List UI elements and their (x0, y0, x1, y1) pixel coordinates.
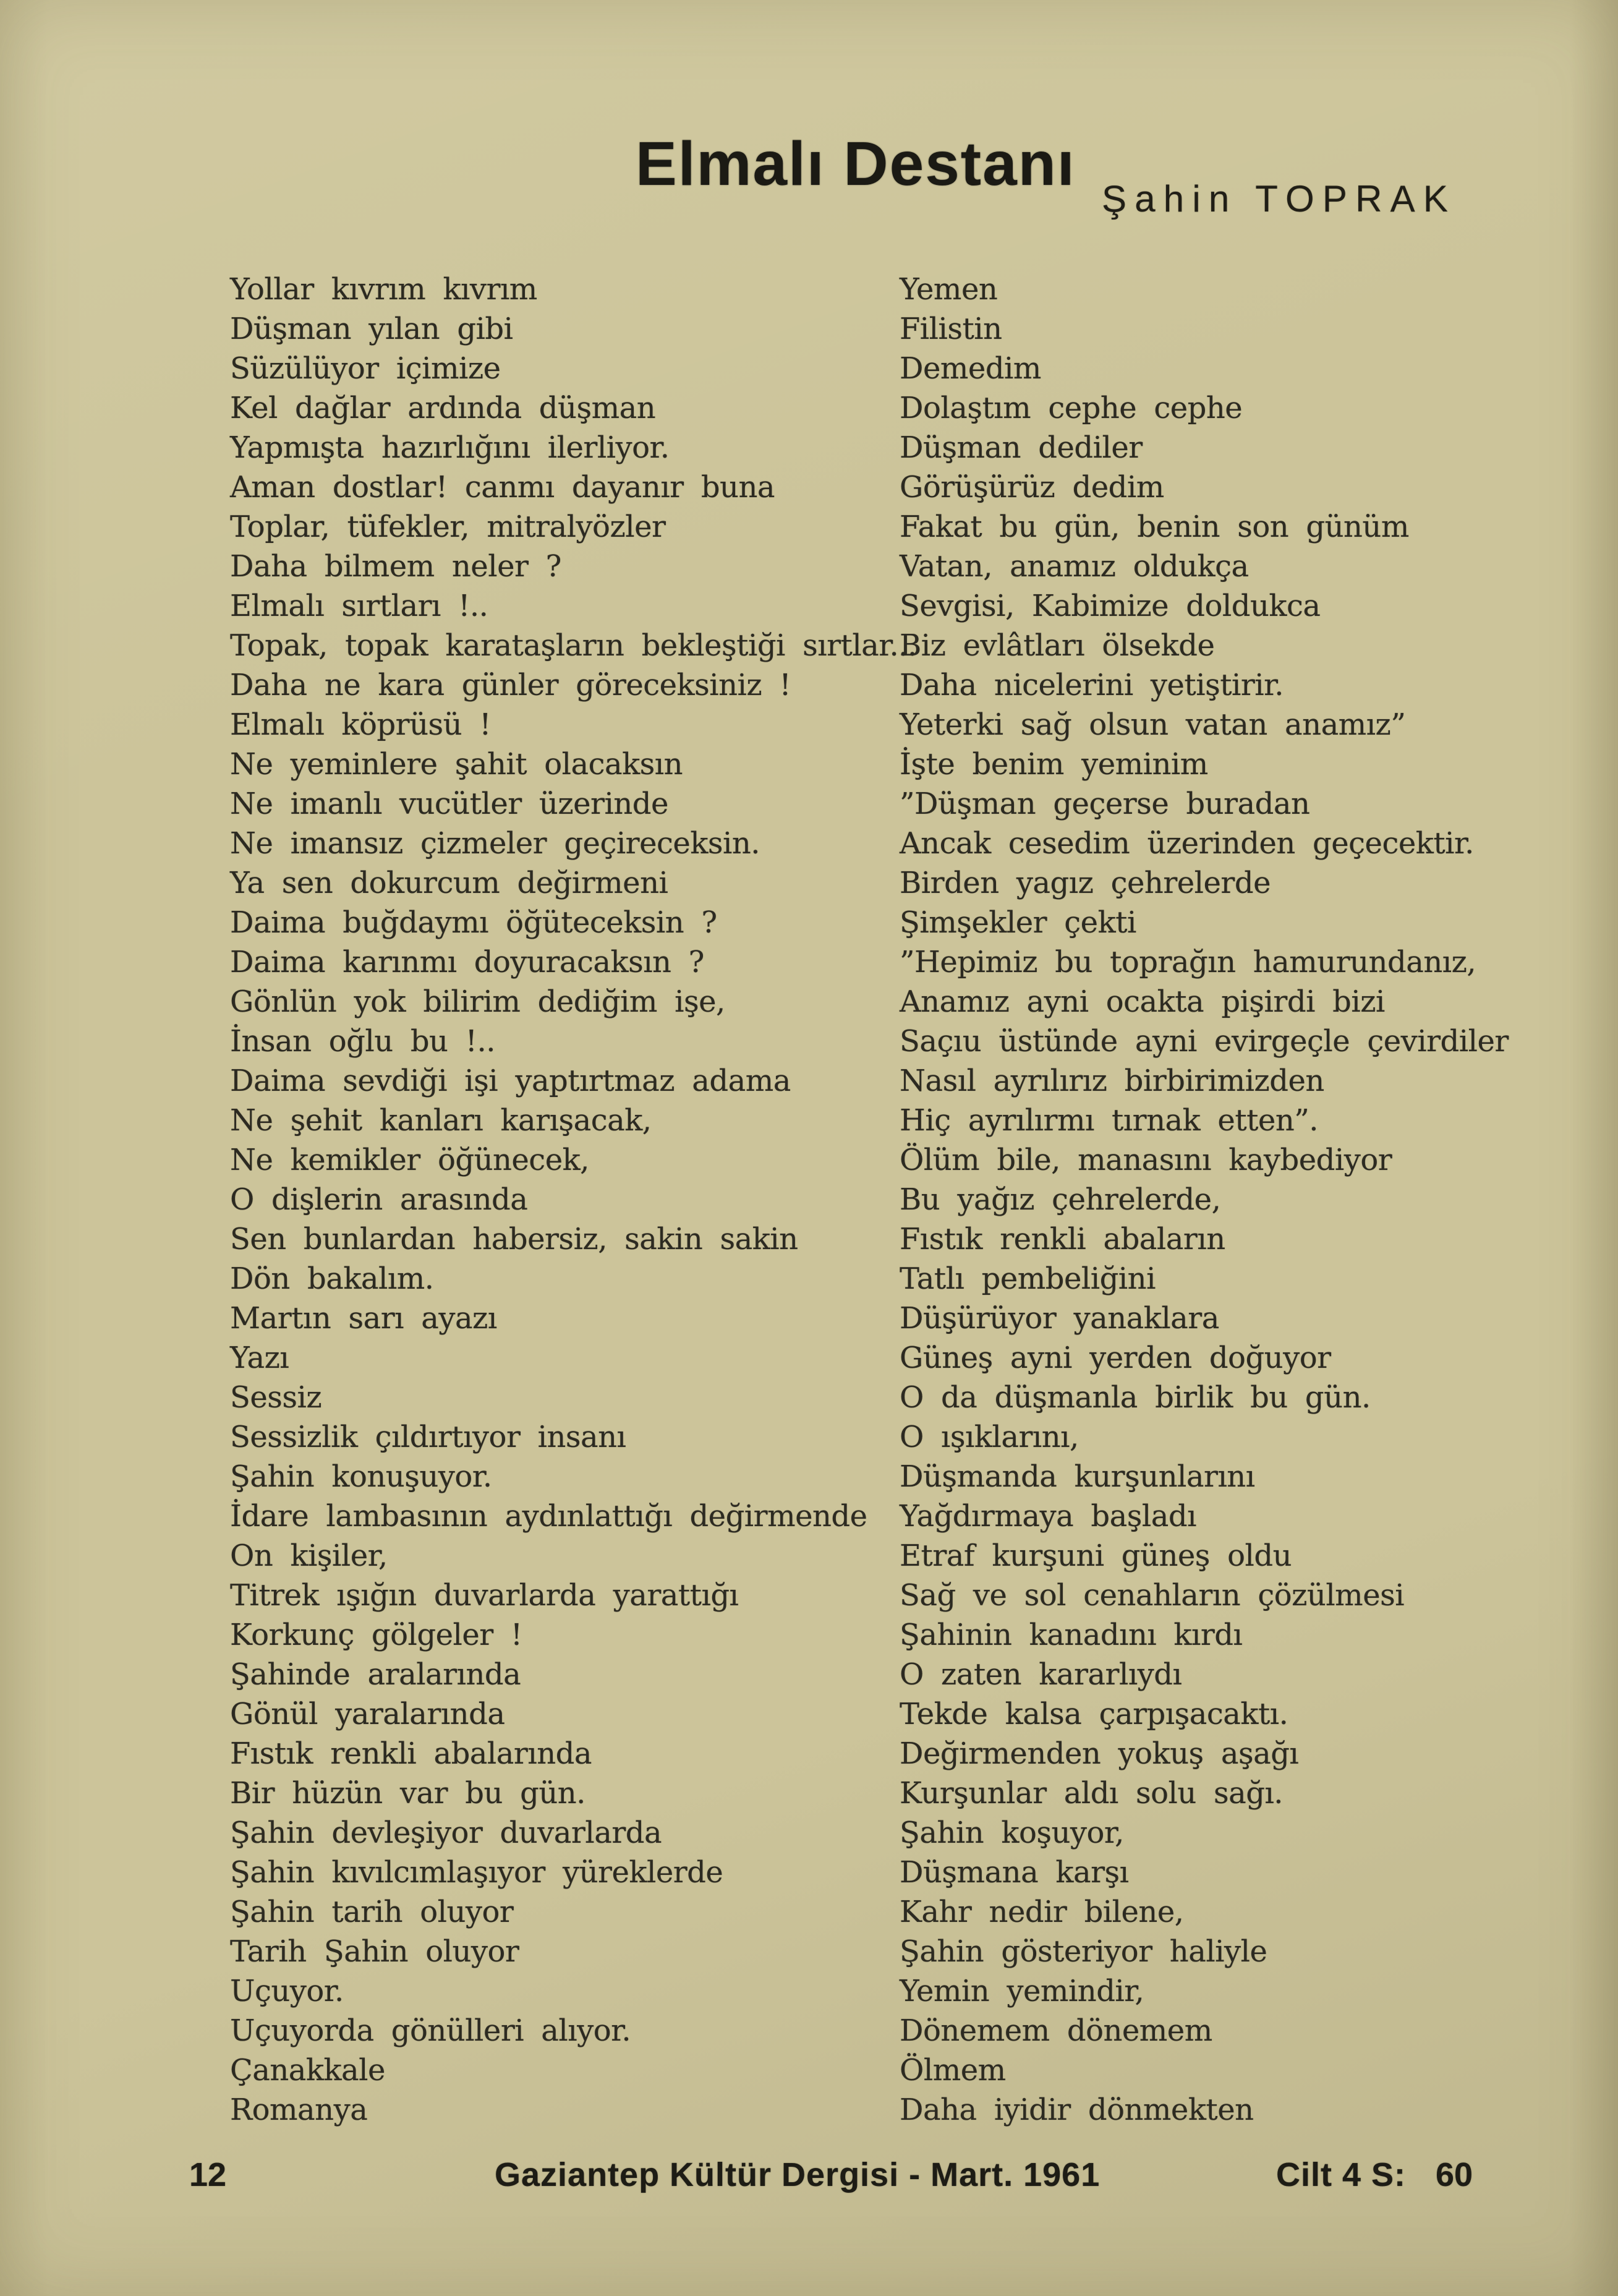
poem-line: Daima buğdaymı öğüteceksin ? (230, 905, 717, 940)
poem-line: Şahin devleşiyor duvarlarda (230, 1816, 662, 1850)
poem-line: Şahinde aralarında (230, 1657, 521, 1692)
poem-line: Titrek ışığın duvarlarda yarattığı (230, 1578, 739, 1613)
poem-line: İşte benim yeminim (900, 747, 1208, 782)
poem-line: Elmalı sırtları !.. (230, 589, 488, 623)
poem-line: Sevgisi, Kabimize doldukca (900, 589, 1321, 623)
poem-line: Martın sarı ayazı (230, 1301, 497, 1336)
footer-journal-title: Gaziantep Kültür Dergisi - Mart. 1961 (495, 2156, 1101, 2193)
poem-line: Fıstık renkli abalarında (230, 1736, 592, 1771)
poem-column-left (230, 270, 917, 2130)
poem-line: Süzülüyor içimize (230, 351, 501, 386)
poem-line: Ne imanlı vucütler üzerinde (230, 787, 668, 821)
poem-line: Daha ne kara günler göreceksiniz ! (230, 668, 791, 702)
poem-line: O dişlerin arasında (230, 1182, 528, 1217)
poem-line: ”Düşman geçerse buradan (900, 787, 1310, 821)
poem-line: Yeterki sağ olsun vatan anamız” (900, 707, 1406, 742)
poem-line: Kurşunlar aldı solu sağı. (900, 1776, 1284, 1811)
poem-line: Aman dostlar! canmı dayanır buna (230, 470, 775, 505)
poem-line: Daima karınmı doyuracaksın ? (230, 945, 704, 979)
poem-line: Daha bilmem neler ? (230, 549, 561, 584)
poem-line: Tatlı pembeliğini (900, 1261, 1156, 1296)
poem-line: Düşmana karşı (900, 1855, 1129, 1890)
page-title: Elmalı Destanı (636, 129, 1076, 198)
poem-line: Uçuyor. (230, 1974, 344, 2008)
poem-line: Uçuyorda gönülleri alıyor. (230, 2013, 631, 2048)
poem-line: Değirmenden yokuş aşağı (900, 1736, 1299, 1771)
poem-line: Yemen (900, 272, 998, 307)
poem-line: Ne şehit kanları karışacak, (230, 1103, 652, 1138)
poem-line: Demedim (900, 351, 1041, 386)
poem-line: Ne kemikler öğünecek, (230, 1143, 589, 1177)
poem-line: Fıstık renkli abaların (900, 1222, 1225, 1257)
poem-line: Korkunç gölgeler ! (230, 1618, 522, 1652)
footer-volume-page: 60 (1436, 2156, 1473, 2193)
poem-line: O ışıklarını, (900, 1420, 1079, 1454)
poem-line: Yemin yemindir, (900, 1974, 1144, 2008)
poem-line: Daha nicelerini yetiştirir. (900, 668, 1284, 702)
poem-line: Güneş ayni yerden doğuyor (900, 1341, 1331, 1375)
poem-line: Şahinin kanadını kırdı (900, 1618, 1243, 1652)
poem-line: Hiç ayrılırmı tırnak etten”. (900, 1103, 1319, 1138)
poem-line: Çanakkale (230, 2053, 385, 2088)
poem-line: Filistin (900, 312, 1002, 346)
poem-line: Kahr nedir bilene, (900, 1895, 1184, 1929)
poem-line: Ölüm bile, manasını kaybediyor (900, 1143, 1392, 1177)
poem-line: Şahin koşuyor, (900, 1816, 1124, 1850)
poem-line: Gönül yaralarında (230, 1697, 505, 1731)
poem-line: Şahin gösteriyor haliyle (900, 1934, 1267, 1969)
poem-line: Dolaştım cephe cephe (900, 391, 1243, 425)
poem-line: Topak, topak karataşların bekleştiği sırtlar... (230, 628, 917, 663)
poem-line: Yapmışta hazırlığını ilerliyor. (230, 430, 670, 465)
poem-line: Ölmem (900, 2053, 1006, 2088)
poem-line: Ne yeminlere şahit olacaksın (230, 747, 683, 782)
poem-line: Dönemem dönemem (900, 2013, 1212, 2048)
author-byline: Şahin TOPRAK (1102, 178, 1457, 220)
poem-line: Ancak cesedim üzerinden geçecektir. (900, 826, 1474, 861)
footer-volume-label: Cilt 4 S: (1276, 2156, 1407, 2193)
poem-line: Daima sevdiği işi yaptırtmaz adama (230, 1064, 791, 1098)
poem-line: O zaten kararlıydı (900, 1657, 1182, 1692)
poem-line: Sen bunlardan habersiz, sakin sakin (230, 1222, 798, 1257)
poem-line: İnsan oğlu bu !.. (230, 1024, 495, 1059)
poem-line: Vatan, anamız oldukça (900, 549, 1249, 584)
poem-line: Şimşekler çekti (900, 905, 1136, 940)
poem-line: On kişiler, (230, 1538, 388, 1573)
poem-line: Düşürüyor yanaklara (900, 1301, 1219, 1336)
poem-line: Toplar, tüfekler, mitralyözler (230, 510, 666, 544)
poem-line: Birden yagız çehrelerde (900, 866, 1271, 900)
poem-line: Yollar kıvrım kıvrım (230, 272, 537, 307)
poem-line: Ya sen dokurcum değirmeni (230, 866, 668, 900)
poem-line: O da düşmanla birlik bu gün. (900, 1380, 1371, 1415)
poem-line: Yağdırmaya başladı (900, 1499, 1196, 1534)
poem-line: Romanya (230, 2093, 368, 2127)
poem-line: ”Hepimiz bu toprağın hamurundanız, (900, 945, 1476, 979)
poem-line: Daha iyidir dönmekten (900, 2093, 1254, 2127)
poem-line: Düşman yılan gibi (230, 312, 513, 346)
poem-line: Elmalı köprüsü ! (230, 707, 492, 742)
footer-page-number: 12 (189, 2156, 227, 2193)
poem-line: Şahin konuşuyor. (230, 1459, 492, 1494)
poem-line: Bu yağız çehrelerde, (900, 1182, 1221, 1217)
poem-line: Bir hüzün var bu gün. (230, 1776, 585, 1811)
poem-line: Fakat bu gün, benin son günüm (900, 510, 1409, 544)
poem-line: Ne imansız çizmeler geçireceksin. (230, 826, 760, 861)
poem-line: Sağ ve sol cenahların çözülmesi (900, 1578, 1405, 1613)
poem-line: Sessiz (230, 1380, 322, 1415)
poem-line: Yazı (230, 1341, 289, 1375)
poem-line: Tarih Şahin oluyor (230, 1934, 519, 1969)
poem-line: Görüşürüz dedim (900, 470, 1164, 505)
poem-line: Tekde kalsa çarpışacaktı. (900, 1697, 1288, 1731)
poem-line: Şahin kıvılcımlaşıyor yüreklerde (230, 1855, 723, 1890)
poem-line: Kel dağlar ardında düşman (230, 391, 656, 425)
poem-column-right (900, 270, 1509, 2130)
poem-line: Şahin tarih oluyor (230, 1895, 514, 1929)
poem-line: Nasıl ayrılırız birbirimizden (900, 1064, 1324, 1098)
poem-line: Biz evlâtları ölsekde (900, 628, 1215, 663)
poem-line: Dön bakalım. (230, 1261, 434, 1296)
poem-line: Gönlün yok bilirim dediğim işe, (230, 984, 725, 1019)
poem-line: Anamız ayni ocakta pişirdi bizi (900, 984, 1385, 1019)
poem-line: İdare lambasının aydınlattığı değirmende (230, 1499, 867, 1534)
poem-line: Sessizlik çıldırtıyor insanı (230, 1420, 626, 1454)
poem-line: Düşman dediler (900, 430, 1143, 465)
poem-line: Saçıu üstünde ayni evirgeçle çevirdiler (900, 1024, 1509, 1059)
poem-line: Etraf kurşuni güneş oldu (900, 1538, 1292, 1573)
poem-line: Düşmanda kurşunlarını (900, 1459, 1255, 1494)
